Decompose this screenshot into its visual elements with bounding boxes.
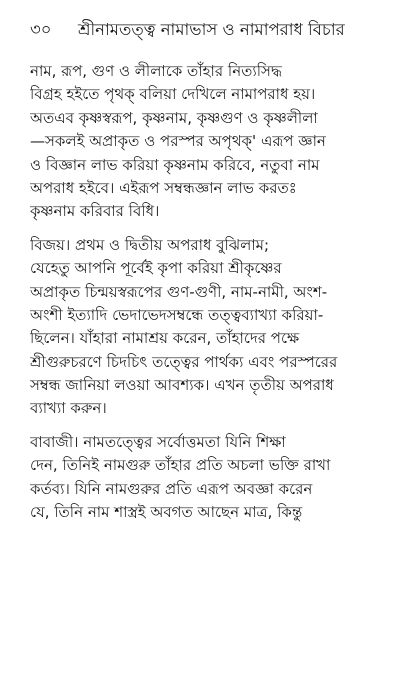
text-line: অংশী ইত্যাদি ভেদাভেদসম্বন্ধে তত্ত্বব্যাখ্যা করিয়া- bbox=[30, 305, 324, 324]
body-text bbox=[30, 60, 390, 524]
text-line: —সকলই অপ্রাকৃত ও পরস্পর অপৃথক্' এরূপ জ্ঞান bbox=[30, 132, 326, 151]
text-line: দেন, তিনিই নামগুরু তাঁহার প্রতি অচলা ভক্তি রাখা bbox=[30, 456, 331, 475]
page-header bbox=[30, 18, 390, 42]
text-line: বাবাজী। নামতত্ত্বের সর্বোত্তমতা যিনি শিক্ষা bbox=[30, 432, 286, 451]
paragraph-2 bbox=[30, 234, 390, 421]
text-line: অতএব কৃষ্ণস্বরূপ, কৃষ্ণনাম, কৃষ্ণগুণ ও কৃষ্ণলীলা bbox=[30, 108, 318, 127]
text-line: নাম, রূপ, গুণ ও লীলাকে তাঁহার নিত্যসিদ্ধ bbox=[30, 62, 282, 80]
text-line: যে, তিনি নাম শাস্ত্রই অবগত আছেন মাত্র, কিন্তু bbox=[30, 503, 303, 522]
text-line: যেহেতু আপনি পূর্বেই কৃপা করিয়া শ্রীকৃষ্ণের bbox=[30, 259, 282, 278]
text-line: অপ্রাকৃত চিন্ময়স্বরূপের গুণ-গুণী, নাম-নামী, অংশ- bbox=[30, 282, 328, 301]
page-number: ৩০ bbox=[30, 20, 52, 39]
paragraph-gap bbox=[30, 421, 390, 431]
text-line: ব্যাখ্যা করুন। bbox=[30, 399, 107, 418]
running-title: শ্রীনামতত্ত্ব নামাভাস ও নামাপরাধ বিচার bbox=[78, 20, 345, 39]
text-line: অপরাধ হইবে। এইরূপ সম্বন্ধজ্ঞান লাভ করতঃ bbox=[30, 178, 297, 197]
paragraph-1 bbox=[30, 60, 390, 224]
text-line: বিজয়। প্রথম ও দ্বিতীয় অপরাধ বুঝিলাম; bbox=[30, 235, 270, 254]
text-line: বিগ্রহ হইতে পৃথক্ বলিয়া দেখিলে নামাপরাধ হয়। bbox=[30, 85, 316, 104]
text-line: ও বিজ্ঞান লাভ করিয়া কৃষ্ণনাম করিবে, নতুবা নাম bbox=[30, 155, 320, 174]
text-line: ছিলেন। যাঁহারা নামাশ্রয় করেন, তাঁহাদের পক্ষে bbox=[30, 329, 300, 348]
text-line: কর্তব্য। যিনি নামগুরুর প্রতি এরূপ অবজ্ঞা করেন bbox=[30, 479, 313, 498]
text-line: কৃষ্ণনাম করিবার বিধি। bbox=[30, 202, 160, 221]
text-line: শ্রীগুরুচরণে চিদচিৎ তত্ত্বের পার্থক্য এবং পরস্পরের bbox=[30, 352, 338, 371]
paragraph-3 bbox=[30, 431, 390, 525]
text-line: সম্বন্ধ জানিয়া লওয়া আবশ্যক। এখন তৃতীয় অপরাধ bbox=[30, 376, 334, 395]
paragraph-gap bbox=[30, 224, 390, 234]
